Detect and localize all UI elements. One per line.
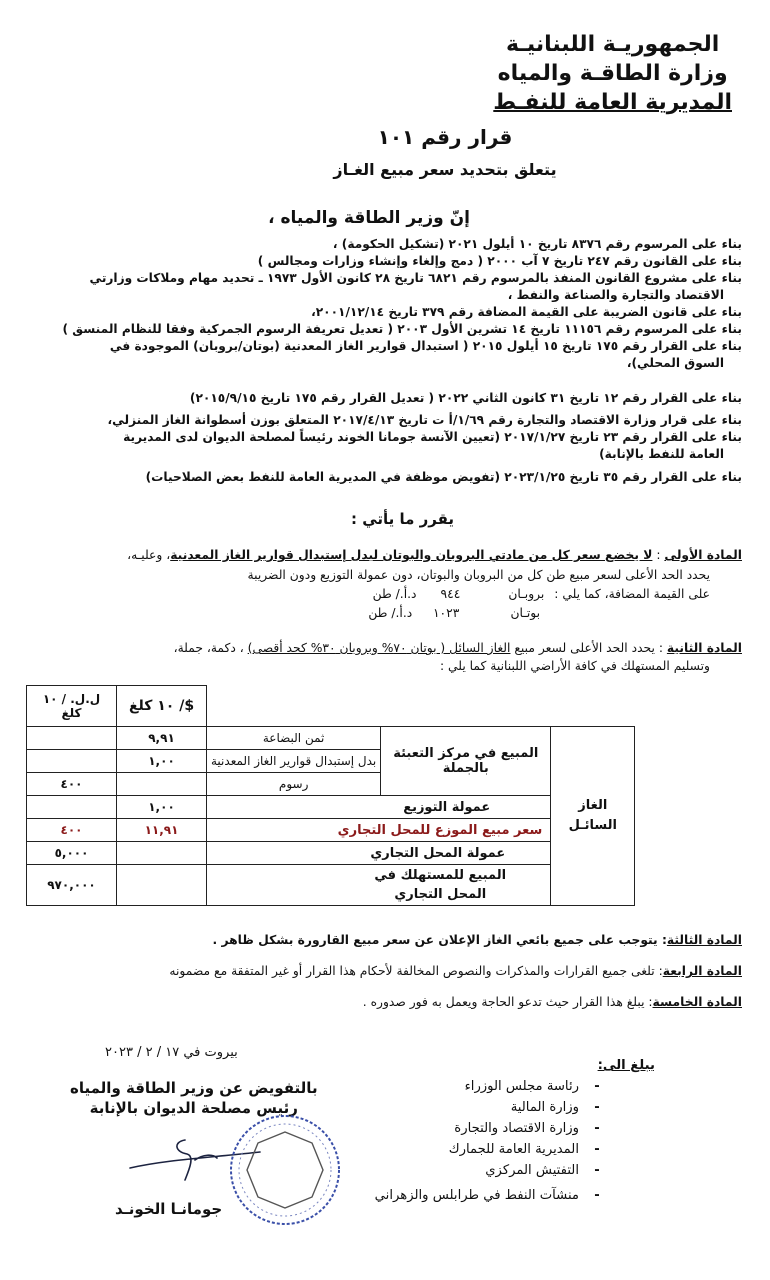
table-row	[27, 865, 635, 906]
distribution-item: - وزارة الاقتصاد والتجارة	[375, 1118, 615, 1139]
article-1-line4	[0, 604, 710, 622]
basis-item: بناء على القانون رقم ٢٤٧ تاريخ ٧ آب ٢٠٠٠ ( دمج وإلغاء وإنشاء وزارات ومجالس )	[257, 254, 742, 268]
row-label: عمولة المحل التجاري	[207, 842, 551, 865]
article-2: المادة الثانية : يحدد الحد الأعلى لسعر مبيع الغاز السائل ( بوتان ٧٠% وبروبان ٣٠% كحد أقصى) ، دكمة، جملة،	[173, 641, 742, 655]
signature-line2: رئيس مصلحة الديوان بالإنابة	[89, 1099, 298, 1117]
lbp-cell: ٤٠٠	[27, 819, 117, 842]
table-row	[27, 819, 635, 842]
usd-cell: ٩,٩١	[117, 727, 207, 750]
distribution-list	[374, 1055, 655, 1206]
basis-item: بناء على القرار رقم ٣٥ تاريخ ٢٠٢٣/١/٢٥ (تفويض موظفة في المديرية العامة للنفط بعض الصلاحيات)	[145, 470, 742, 484]
basis-item: بناء على قانون الضريبة على القيمة المضافة رقم ٣٧٩ تاريخ ٢٠٠١/١٢/١٤،	[311, 305, 742, 319]
basis-item: بناء على القرار رقم ١٧٥ تاريخ ١٥ أيلول ٢٠١٥ ( استبدال قوارير الغاز المعدنية (بوتان/بروبان) الموجودة في السوق المحلي)،	[109, 339, 742, 370]
lbp-cell	[27, 796, 117, 819]
distribution-item: - منشآت النفط في طرابلس والزهراني	[375, 1185, 615, 1206]
lbp-cell: ٥,٠٠٠	[27, 842, 117, 865]
article-1-label: المادة الأولى	[664, 548, 742, 562]
table-header-row	[27, 686, 635, 727]
usd-cell	[117, 842, 207, 865]
row-label: رسوم	[207, 773, 381, 796]
table-row	[27, 842, 635, 865]
lbp-cell	[27, 750, 117, 773]
letterhead-directorate: المديرية العامة للنفـط	[493, 90, 732, 115]
price-product: بوتـان	[510, 606, 541, 620]
table-row	[27, 796, 635, 819]
group-label-cell: المبيع في مركز التعبئة بالجملة	[381, 727, 551, 796]
distribution-item: - التفتيش المركزي	[375, 1160, 615, 1181]
row-label: عمولة التوزيع	[207, 796, 551, 819]
decides-heading: يقرر ما يأتي :	[350, 510, 455, 528]
usd-cell	[117, 865, 207, 906]
distribution-item: - المديرية العامة للجمارك	[375, 1139, 615, 1160]
decision-subject: يتعلق بتحديد سعر مبيع الغـاز	[333, 160, 557, 179]
distribution-item: - وزارة المالية	[375, 1097, 615, 1118]
signer-name: جومانـا الخونـد	[115, 1200, 223, 1218]
usd-cell: ١١,٩١	[117, 819, 207, 842]
letterhead	[493, 30, 732, 117]
decision-title: قرار رقم ١٠١	[377, 125, 513, 149]
price-unit: د.أ./ طن	[372, 587, 417, 601]
col-header-usd: $/ ١٠ كلغ	[117, 686, 207, 727]
price-value: ٩٤٤	[440, 587, 461, 601]
signature-line1: بالتفويض عن وزير الطاقة والمياه	[70, 1079, 318, 1097]
basis-item: بناء على مشروع القانون المنفذ بالمرسوم رقم ٦٨٢١ تاريخ ٢٨ كانون الأول ١٩٧٣ ـ تحديد مهام وملاكات وزارتي الاقتصاد والتجارة والصناعة والنفط ،	[89, 271, 742, 302]
article-3: المادة الثالثة: يتوجب على جميع بائعي الغاز الإعلان عن سعر مبيع القارورة بشكل ظاهر .	[212, 933, 742, 947]
article-2-line2: وتسليم المستهلك في كافة الأراضي اللبنانية كما يلي :	[439, 659, 710, 673]
lbp-cell: ٩٧٠,٠٠٠	[27, 865, 117, 906]
price-product: بروبـان	[508, 587, 545, 601]
article-1-line3: على القيمة المضافة، كما يلي : بروبـان ٩٤٤ د.أ./ طن	[372, 587, 710, 601]
basis-item: بناء على قرار وزارة الاقتصاد والتجارة رقم ١/٦٩/أ ت تاريخ ٢٠١٧/٤/١٣ المتعلق بوزن أسطوانة الغاز المنزلي،	[107, 413, 742, 427]
letterhead-republic: الجمهوريـة اللبنانيـة	[506, 32, 720, 57]
article-5: المادة الخامسة: يبلغ هذا القرار حيث تدعو الحاجة ويعمل به فور صدوره .	[362, 995, 742, 1009]
product-cell: الغاز السائـل	[551, 727, 635, 906]
lbp-cell	[27, 727, 117, 750]
article-1-line2: يحدد الحد الأعلى لسعر مبيع طن كل من البروبان والبوتان، دون عمولة التوزيع ودون الضريبة	[247, 568, 710, 582]
price-value: ١٠٢٣	[432, 606, 460, 620]
distribution-title: يبلغ الى:	[597, 1058, 655, 1073]
row-label: بدل إستبدال قوارير الغاز المعدنية	[207, 750, 381, 773]
article-4: المادة الرابعة: تلغى جميع القرارات والمذكرات والنصوص المخالفة لأحكام هذا القرار أو غير المتفقة مع مضمونه	[169, 964, 742, 978]
col-header-lbp: ل.ل. / ١٠ كلغ	[27, 686, 117, 727]
closing-articles	[2, 925, 742, 1018]
place-date: بيروت في ١٧ / ٢ / ٢٠٢٣	[105, 1045, 238, 1060]
minister-line: إنّ وزير الطاقة والمياه ،	[268, 208, 470, 228]
basis-item: بناء على المرسوم رقم ١١١٥٦ تاريخ ١٤ تشرين الأول ٢٠٠٣ ( تعديل تعريفة الرسوم الجمركية وفقا للنظام المنسق )	[62, 322, 742, 336]
letterhead-ministry: وزارة الطاقـة والمياه	[497, 61, 728, 86]
usd-cell: ١,٠٠	[117, 750, 207, 773]
row-label: ثمن البضاعة	[207, 727, 381, 750]
basis-item: بناء على القرار رقم ٢٣ تاريخ ٢٠١٧/١/٢٧ (تعيين الآنسة جومانا الخوند رئيساً لمصلحة الديوان لدى المديرية العامة للنفط بالإنابة)	[123, 430, 742, 461]
article-2-label: المادة الثانية	[666, 641, 742, 655]
lbp-cell: ٤٠٠	[27, 773, 117, 796]
usd-cell: ١,٠٠	[117, 796, 207, 819]
table-row	[27, 727, 635, 750]
row-label: سعر مبيع الموزع للمحل التجاري	[207, 819, 551, 842]
price-unit: د.أ./ طن	[368, 606, 413, 620]
basis-item: بناء على المرسوم رقم ٨٣٧٦ تاريخ ١٠ أيلول ٢٠٢١ (تشكيل الحكومة) ،	[332, 237, 742, 251]
price-table	[26, 685, 635, 906]
article-1: المادة الأولى : لا يخضع سعر كل من مادتي البروبان والبوتان لبدل إستبدال قوارير الغاز المعدنية، وعليـه،	[127, 548, 742, 562]
usd-cell	[117, 773, 207, 796]
official-stamp	[225, 1110, 345, 1230]
basis-item: بناء على القرار رقم ١٢ تاريخ ٣١ كانون الثاني ٢٠٢٢ ( تعديل القرار رقم ١٧٥ تاريخ ٢٠١٥/٩/١٥)	[189, 391, 742, 405]
distribution-item: - رئاسة مجلس الوزراء	[375, 1076, 615, 1097]
row-label: المبيع للمستهلك في المحل التجاري	[207, 865, 551, 906]
